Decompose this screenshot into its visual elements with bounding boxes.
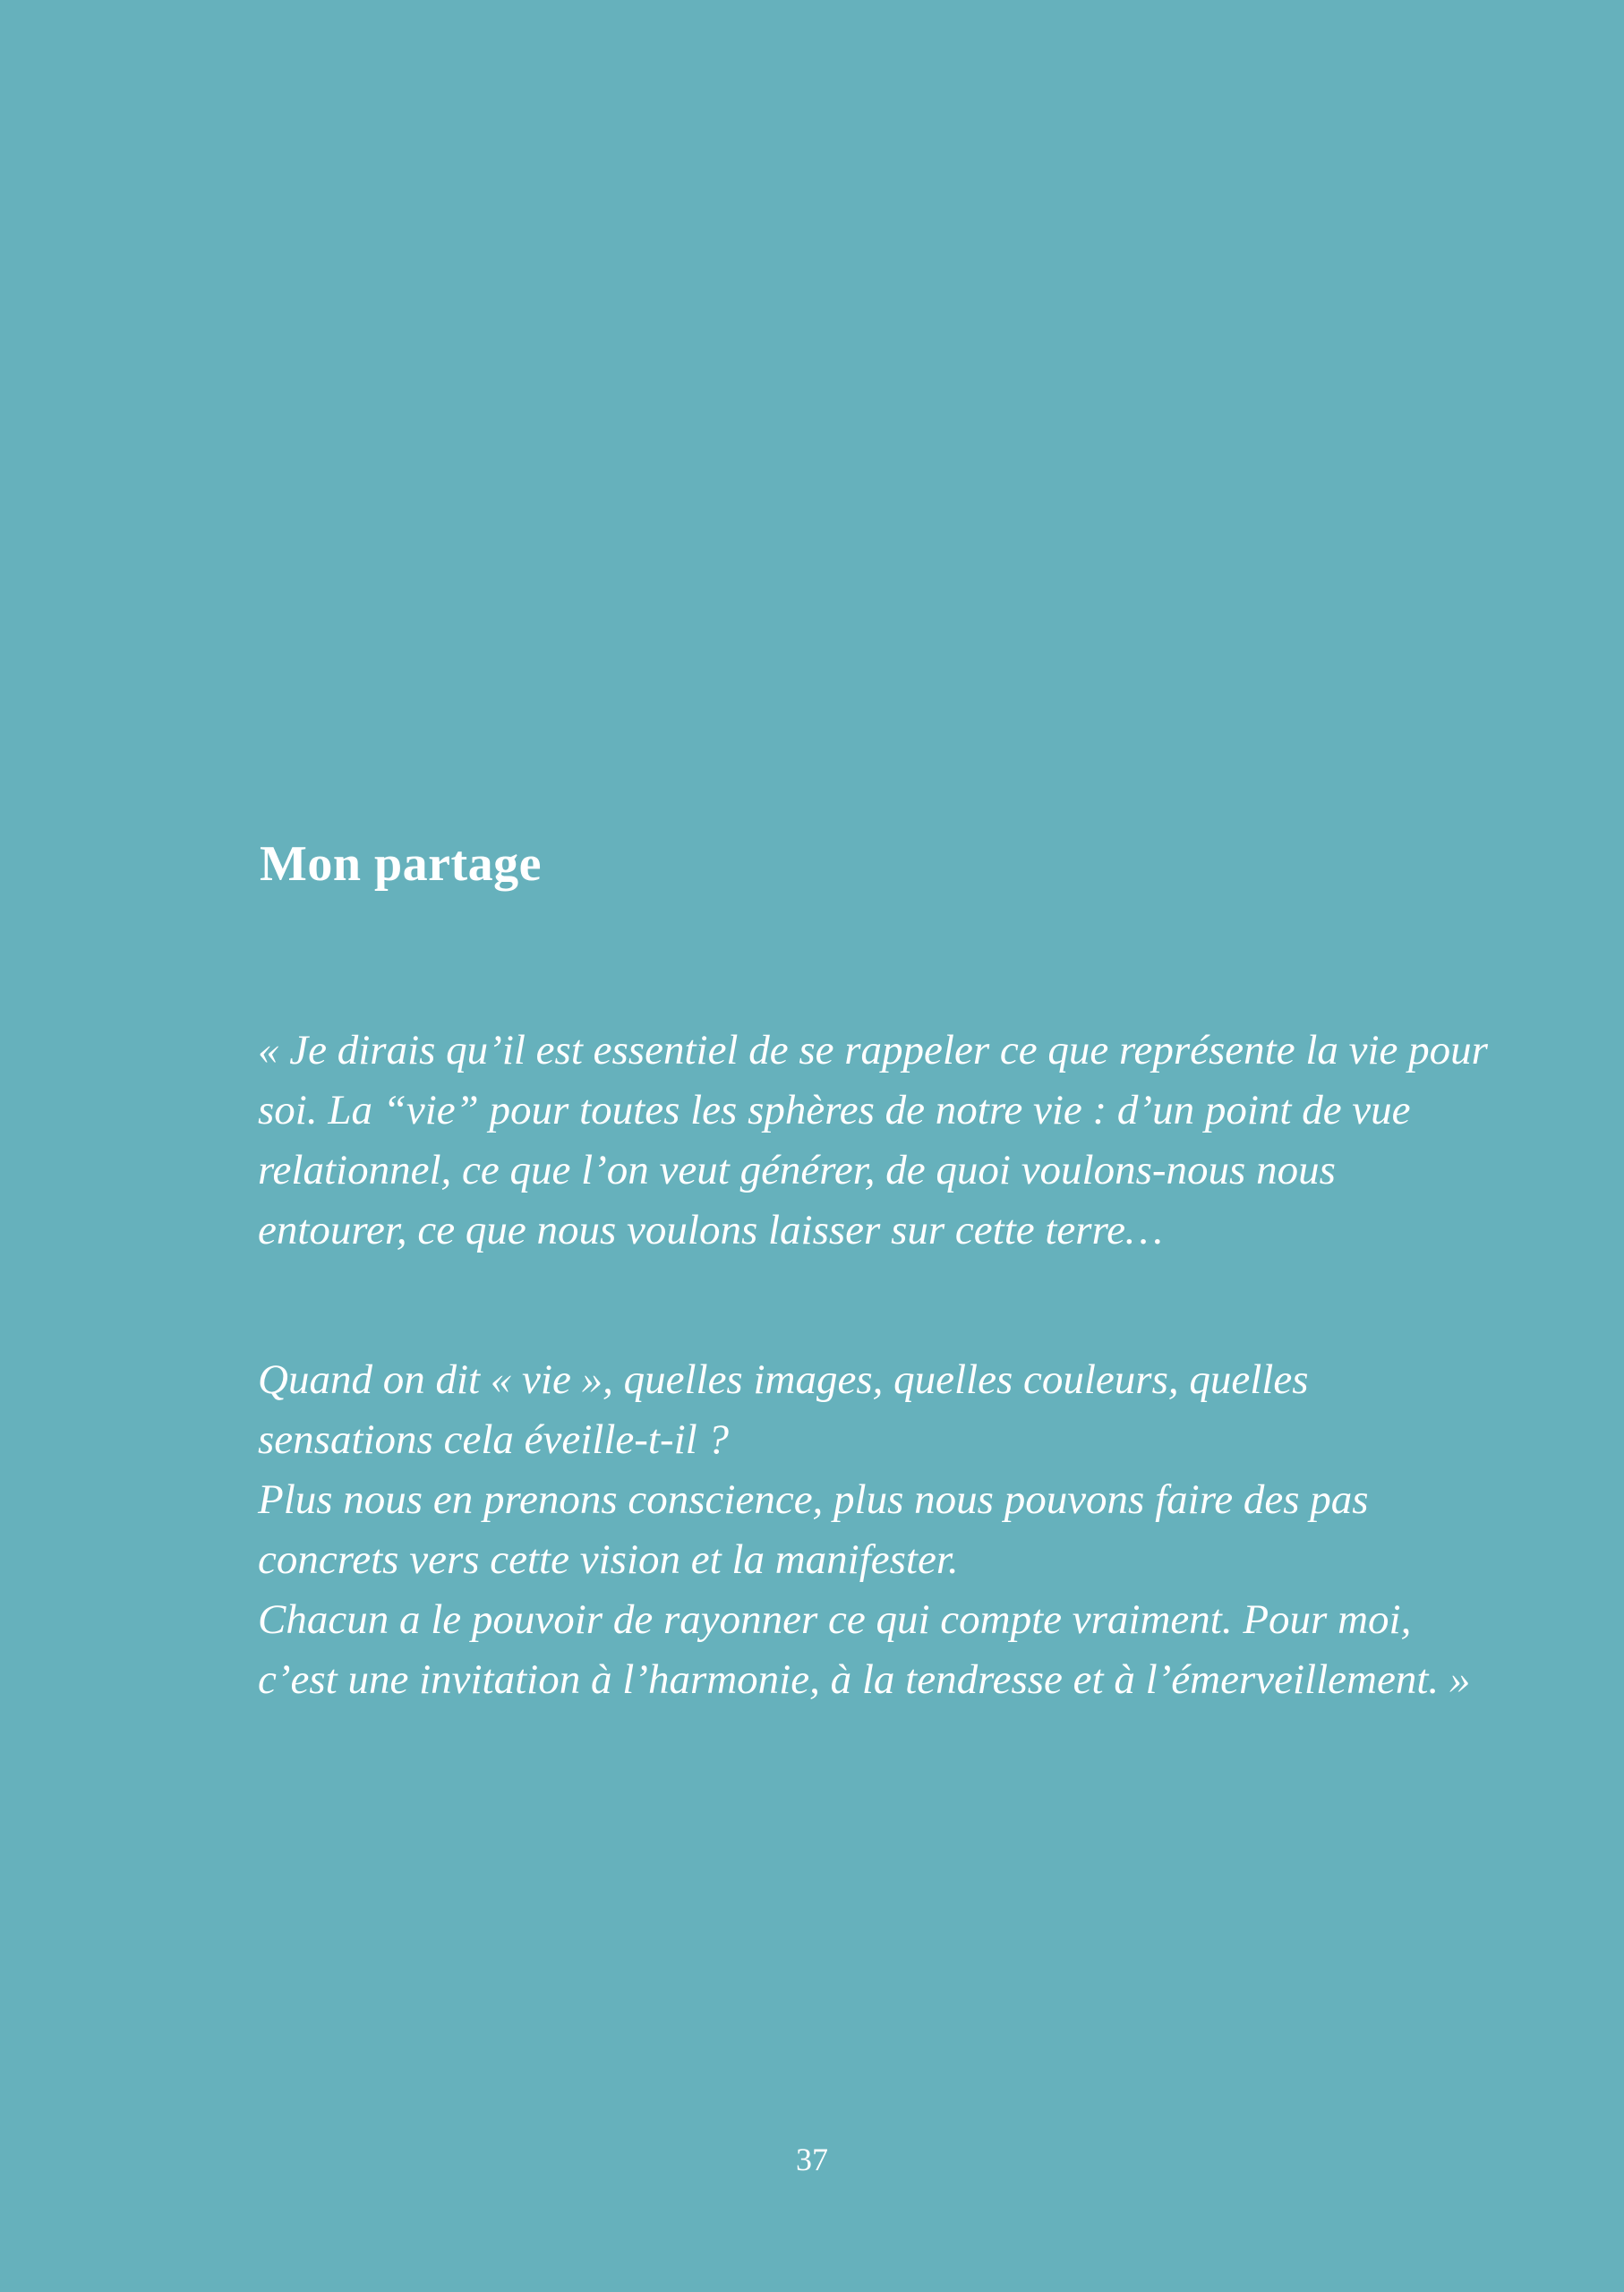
quote-line: entourer, ce que nous voulons laisser sur cette terre… — [258, 1207, 1163, 1253]
quote-line: relationnel, ce que l’on veut générer, de quoi voulons-nous nous — [258, 1147, 1336, 1193]
section-title: Mon partage — [260, 836, 543, 892]
quote-line: Plus nous en prenons conscience, plus nous pouvons faire des pas — [258, 1476, 1369, 1523]
paragraph-gap — [258, 1261, 1493, 1350]
quote-line: concrets vers cette vision et la manifester. — [258, 1536, 959, 1583]
quote-line: Quand on dit « vie », quelles images, quelles couleurs, quelles — [258, 1356, 1309, 1403]
quote-block — [258, 1021, 1493, 1710]
page-number: 37 — [796, 2142, 828, 2177]
quote-line: « Je dirais qu’il est essentiel de se rappeler ce que représente la vie pour — [258, 1027, 1488, 1073]
quote-line: Chacun a le pouvoir de rayonner ce qui compte vraiment. Pour moi, — [258, 1596, 1412, 1643]
quote-line: c’est une invitation à l’harmonie, à la tendresse et à l’émerveillement. » — [258, 1656, 1471, 1703]
quote-line: soi. La “vie” pour toutes les sphères de notre vie : d’un point de vue — [258, 1087, 1411, 1133]
quote-line: sensations cela éveille-t-il ? — [258, 1416, 729, 1463]
